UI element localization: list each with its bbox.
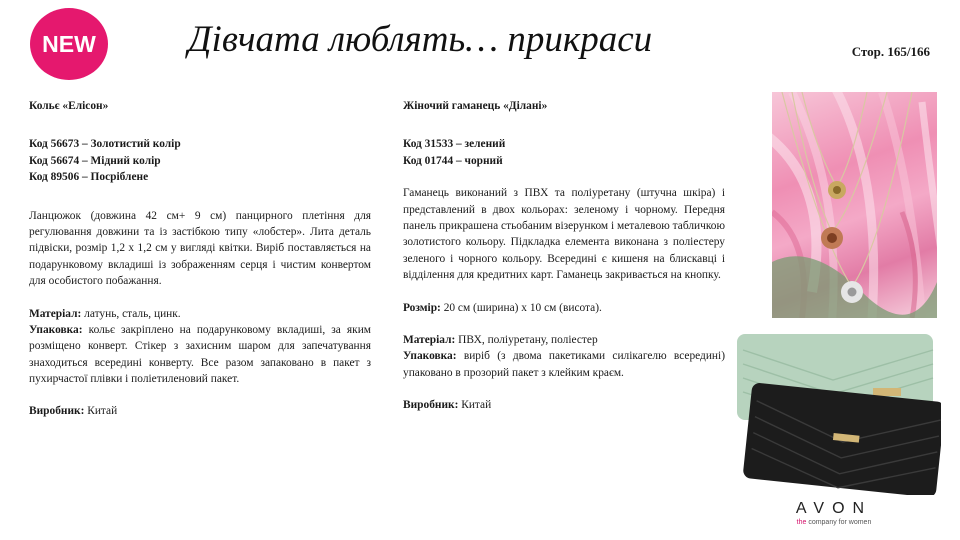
wallet-code-2: Код 01744 – чорний bbox=[403, 154, 503, 167]
wallet-maker-label: Виробник: bbox=[403, 399, 459, 412]
avon-wordmark: AVON bbox=[795, 500, 873, 517]
wallet-material-label: Матеріал: bbox=[403, 334, 456, 347]
necklace-material-value: латунь, сталь, цинк. bbox=[81, 307, 181, 320]
necklace-photo bbox=[772, 92, 937, 318]
necklace-material-label: Матеріал: bbox=[29, 307, 82, 320]
new-badge bbox=[30, 8, 108, 80]
flower-pendant-gold bbox=[828, 181, 846, 199]
necklace-package-label: Упаковка: bbox=[29, 324, 83, 337]
avon-tagline-the: the bbox=[796, 519, 807, 526]
wallet-material-value: ПВХ, поліуретану, поліестер bbox=[455, 334, 598, 347]
necklace-package-value: кольє закріплено на подарунковому вкладиші, за яким розміщено конверт. Стікер з захисним шаром для запечатування знаходиться всередині конверту. Все разом запаковано в пакет з пухирчастої плівки і поліетиленовий пакет. bbox=[29, 324, 371, 386]
wallets-photo bbox=[733, 330, 941, 495]
necklace-maker bbox=[29, 403, 371, 419]
necklace-maker-label: Виробник: bbox=[29, 404, 85, 417]
avon-tagline-rest: company for women bbox=[806, 519, 872, 526]
wallet-description-column bbox=[403, 98, 725, 414]
black-wallet bbox=[743, 382, 941, 495]
necklace-description-column bbox=[29, 98, 371, 419]
wallet-size-value: 20 см (ширина) х 10 см (висота). bbox=[440, 301, 602, 314]
page-title: Дівчата люблять… прикраси bbox=[188, 19, 653, 60]
flower-pendant-silver bbox=[841, 281, 863, 303]
wallet-material bbox=[403, 332, 725, 348]
flower-pendant-copper bbox=[821, 227, 843, 249]
wallet-size-label: Розмір: bbox=[403, 301, 441, 314]
wallet-code-1: Код 31533 – зелений bbox=[403, 138, 506, 151]
necklace-code-3: Код 89506 – Посріблене bbox=[29, 171, 149, 184]
necklace-maker-value: Китай bbox=[84, 404, 118, 417]
wallet-description: Гаманець виконаний з ПВХ та поліуретану (штучна шкіра) і представлений в двох кольорах: зеленому і чорному. Передня панель прикрашена стьобаним візерунком і металевою табличкою золотистого кольору. Підкладка елемента виконана з поліестеру зеленого і чорного кольору. Всередині є кишеня на блискавці і відділення для кредитних карт. Гаманець закривається на кнопку. bbox=[403, 187, 725, 282]
necklace-photo-illustration bbox=[772, 92, 937, 318]
page-number: Стор. 165/166 bbox=[851, 44, 930, 59]
wallet-size bbox=[403, 300, 725, 316]
wallet-maker-value: Китай bbox=[458, 399, 492, 412]
necklace-code-2: Код 56674 – Мідний колір bbox=[29, 154, 161, 167]
necklace-code-1: Код 56673 – Золотистий колір bbox=[29, 138, 181, 151]
new-badge-text: NEW bbox=[42, 30, 96, 57]
avon-tagline bbox=[786, 518, 882, 528]
wallet-heading: Жіночий гаманець «Ділані» bbox=[403, 100, 548, 112]
necklace-description: Ланцюжок (довжина 42 см+ 9 см) панцирного плетіння для регулювання довжини та із застібкою типу «лобстер». Лита деталь підвіски, розмір 1,2 х 1,2 см у вигляді квітки. Виріб поставляється на подарунковому вкладиші із зображенням серця і чистим конвертом для особистого побажання. bbox=[29, 209, 371, 288]
wallets-photo-illustration bbox=[733, 330, 941, 495]
wallet-package-label: Упаковка: bbox=[403, 350, 457, 363]
wallet-package-value: виріб (з двома пакетиками силікагелю всередині) упаковано в прозорий пакет з клейким краєм. bbox=[403, 350, 725, 379]
wallet-maker bbox=[403, 397, 725, 413]
necklace-heading: Кольє «Елісон» bbox=[29, 100, 109, 112]
necklace-package bbox=[29, 322, 371, 388]
necklace-material bbox=[29, 306, 371, 322]
wallet-package bbox=[403, 348, 725, 381]
avon-logo bbox=[786, 500, 882, 536]
